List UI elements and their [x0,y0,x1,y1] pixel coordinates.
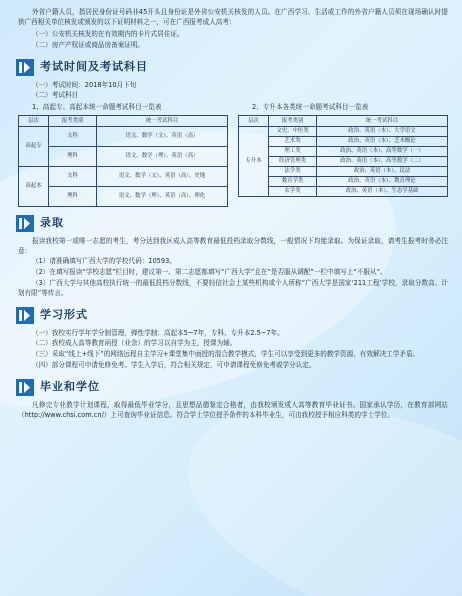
table-cell-subjects: 语文、数学（文）、英语（高） [97,127,228,147]
admission-paragraph: 报读我校第一或唯一志愿的考生，考分达到我区成人高等教育最低投档录取分数线，一般情况下均能录取。为保证录取，请考生报考时务必注意： [18,237,448,256]
section-arrow-icon [16,307,34,324]
section-title: 考试时间及考试科目 [40,59,148,73]
section-header-admission [16,215,448,232]
table2 [238,115,448,197]
table-cell-category: 理科 [49,187,97,207]
exam-item: （一）考试时间：2018年10月下旬 [32,80,137,89]
admission-note: （1）请准确填写广西大学的学校代码：10593。 [32,257,176,266]
study-item: （一）我校实行学年学分制管理，弹性学制：高起本5~7年，专科、专升本2.5~7年。 [32,328,284,337]
section-header-degree [16,379,448,396]
table-cell-subjects: 语文、数学（文）、英语（高）、史地 [97,167,228,187]
section-arrow-icon [16,379,34,396]
section-header-exam [16,59,448,76]
table-header: 层次 [19,116,49,127]
table-cell-level: 专升本 [239,127,269,197]
table-row [239,157,448,167]
table-cell-subjects: 政治、英语（本）、高等数学（二） [317,157,448,167]
table2-caption: 2、专升本各类统一命题考试科目一览表 [252,103,369,112]
table-cell-subjects: 政治、英语（本）、民法 [317,167,448,177]
table1-block [18,103,228,207]
section-title: 录取 [40,216,64,230]
table-row [239,127,448,137]
table-cell-subjects: 政治、英语（本）、高等数学（一） [317,147,448,157]
table2-block [238,103,448,207]
section-arrow-icon [16,215,34,232]
table-cell-category: 文史、中医类 [269,127,317,137]
table-header: 报考类别 [269,116,317,127]
page-content [18,8,448,421]
table-row [239,177,448,187]
table-header: 报考类别 [49,116,97,127]
study-item: （三）采取“线上+线下”的网络远程自主学习+课堂集中面授的混合教学模式，学生可以享受到更多的教学资源，有效解决工学矛盾。 [32,350,420,359]
intro-item: （二）房产产权证或商品房备案证明。 [32,40,145,49]
table-cell-level: 高起专 [19,127,49,167]
table-cell-subjects: 语文、数学（理）、英语（高）、理化 [97,187,228,207]
table-cell-category: 经济管理类 [269,157,317,167]
table-header: 层次 [239,116,269,127]
exam-tables [18,103,448,207]
table-row [239,137,448,147]
table-cell-category: 理工类 [269,147,317,157]
table1-caption: 1、高起专、高起本统一命题考试科目一览表 [32,103,162,112]
table-cell-subjects: 政治、英语（本）、艺术概论 [317,137,448,147]
table-cell-category: 艺术类 [269,137,317,147]
table-row [19,147,228,167]
table-cell-subjects: 政治、英语（本）、生态学基础 [317,187,448,197]
degree-paragraph: 凡修完专业教学计划课程，取得最低毕业学分，且思想品德鉴定合格者，由我校颁发成人高等教育毕业证书。国家承认学历，在教育部网站（http://www.chsi.com.cn/）上可查询毕业证信息。符合学士学位授予条件的本科毕业生，可由我校授予相应科类的学士学位。 [18,401,448,420]
table-row [19,167,228,187]
table-cell-subjects: 政治、英语（本）、大学语文 [317,127,448,137]
table-cell-subjects: 语文、数学（理）、英语（高） [97,147,228,167]
study-item: （四）部分课程可申请免修免考。学生入学后，符合相关规定，可申请课程免修免考或学分认定。 [32,361,316,370]
table1 [18,115,228,207]
table-row [239,187,448,197]
table-cell-category: 农学类 [269,187,317,197]
table-cell-subjects: 政治、英语（本）、教育理论 [317,177,448,187]
section-title: 学习形式 [40,307,88,321]
table-cell-category: 理科 [49,147,97,167]
table-cell-category: 文科 [49,167,97,187]
table-row [19,187,228,207]
table-cell-category: 教育学类 [269,177,317,187]
table-header: 统一考试科目 [317,116,448,127]
section-title: 毕业和学位 [40,380,100,394]
exam-item: （二）考试科目 [32,91,79,100]
table-header: 统一考试科目 [97,116,228,127]
intro-paragraph: 外省户籍人员，指居民身份证号码非45开头且身份证是外省公安机关核发的人员。在广西学习、生活或工作的外省户籍人员须在现场确认时提供广西相关单位核发或颁发的以下证明材料之一，可在广西报考成人高考： [18,8,448,26]
study-item: （二）我校成人高等教育函授（业余）的学习以自学为主，授课为辅。 [32,339,237,348]
section-arrow-icon [16,59,34,76]
table-row [19,127,228,147]
table-cell-category: 文科 [49,127,97,147]
table-row [239,167,448,177]
intro-item: （一）公安机关核发的在有效期内的卡片式居住证。 [32,29,184,38]
section-header-study [16,307,448,324]
table-row [239,147,448,157]
table-cell-category: 法学类 [269,167,317,177]
admission-note: （2）在填写报读“学校志愿”栏目时，建议第一、第二志愿都填写“广西大学”且在“是否服从调配”一栏中填写上“不服从”。 [32,267,387,276]
admission-note: （3）广西大学与其他高校执行统一的最低投档分数线，不要轻信社会上某些机构或个人所称“广西大学是国家‘211工程’学校，录取分数高、计划有限”等传言。 [18,278,448,297]
table-cell-level: 高起本 [19,167,49,207]
